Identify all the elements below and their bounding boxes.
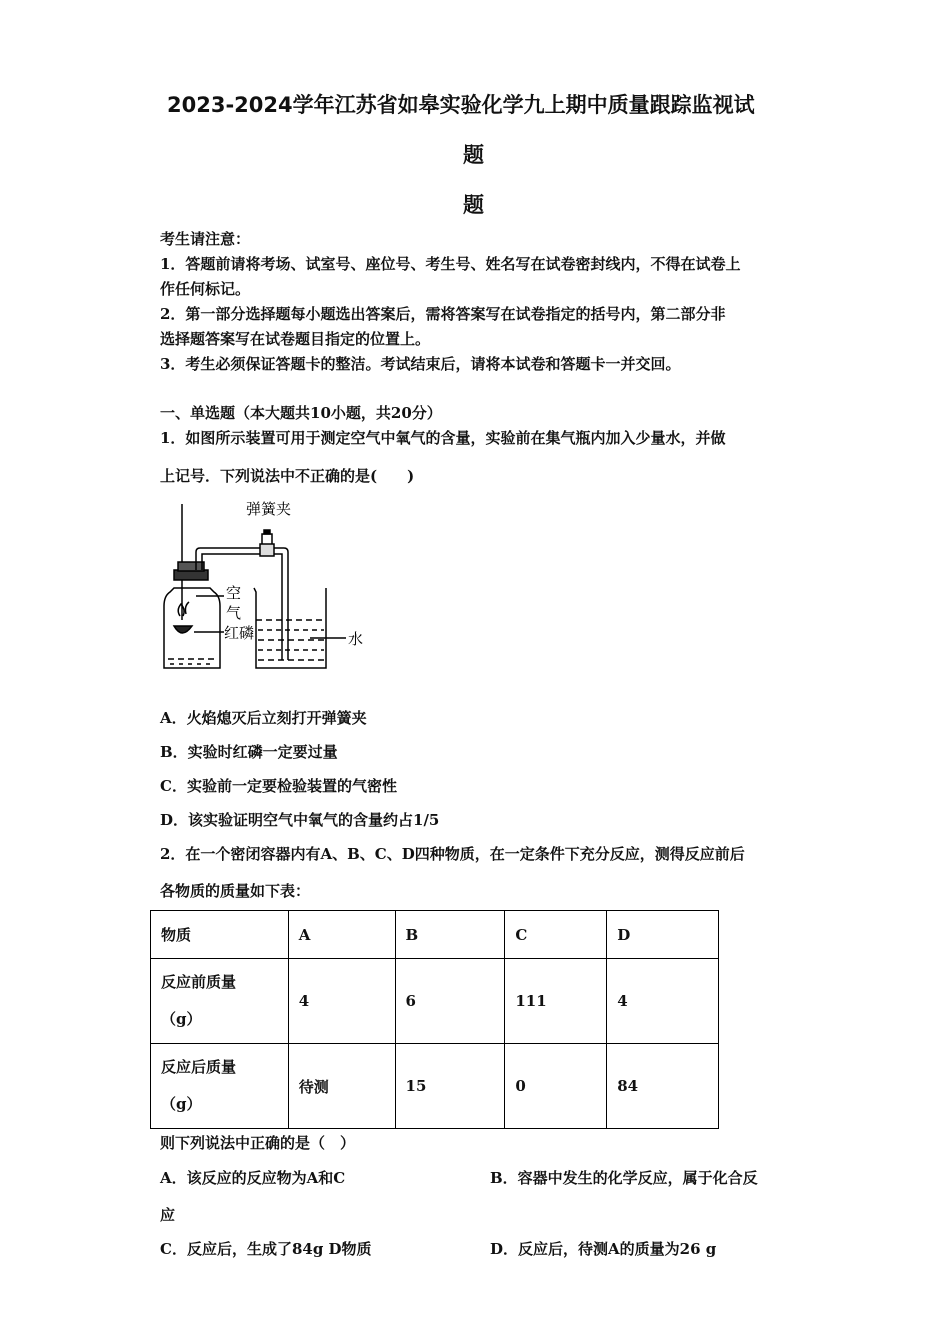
notice-heading: 考生请注意：: [160, 230, 251, 248]
phosphorus-spoon: [174, 626, 192, 633]
table-header-row: [151, 911, 719, 959]
q1-option-b: B．实验时红磷一定要过量: [160, 743, 338, 761]
label-spring-clip: 弹簧夹: [246, 500, 292, 518]
table-cell: 4: [607, 959, 719, 1044]
doc-title-line2: 题: [463, 143, 484, 167]
row-label-before-line2: （g）: [161, 1010, 202, 1028]
doc-title-line3: 题: [463, 193, 484, 217]
doc-title-line1: 2023-2024学年江苏省如皋实验化学九上期中质量跟踪监视试: [167, 93, 755, 117]
q1-stem-line1: 1．如图所示装置可用于测定空气中氧气的含量，实验前在集气瓶内加入少量水，并做: [160, 429, 726, 447]
label-water: 水: [348, 630, 364, 648]
row-label-after-line2: （g）: [161, 1095, 202, 1113]
table-header-cell: A: [288, 911, 395, 959]
q2-option-b: B．容器中发生的化学反应，属于化合反: [490, 1169, 758, 1187]
table-header-cell: D: [607, 911, 719, 959]
table-cell: 6: [395, 959, 505, 1044]
q2-option-d: D．反应后，待测A的质量为26 g: [490, 1240, 717, 1258]
connecting-tube: [196, 548, 288, 660]
section-heading: 一、单选题（本大题共10小题，共20分）: [160, 404, 442, 422]
table-row-before: [151, 959, 719, 1044]
table-header-cell: 物质: [151, 911, 289, 959]
gas-jar: [164, 588, 220, 668]
q2-stem-line1: 2．在一个密闭容器内有A、B、C、D四种物质，在一定条件下充分反应，测得反应前后: [160, 845, 745, 863]
notice-item-2: 2．第一部分选择题每小题选出答案后，需将答案写在试卷指定的括号内，第二部分非: [160, 305, 726, 323]
q1-stem-line2: 上记号．下列说法中不正确的是( ): [160, 467, 415, 485]
label-air-2: 气: [226, 604, 242, 622]
label-red-phosphorus: 红磷: [224, 624, 255, 642]
beaker: [254, 588, 326, 668]
notice-item-1: 1．答题前请将考场、试室号、座位号、考生号、姓名写在试卷密封线内，不得在试卷上: [160, 255, 741, 273]
q2-option-a: A．该反应的反应物为A和C: [160, 1169, 346, 1187]
table-row-after: [151, 1044, 719, 1129]
q1-option-c: C．实验前一定要检验装置的气密性: [160, 777, 397, 795]
table-cell: 84: [607, 1044, 719, 1129]
table-header-cell: C: [505, 911, 607, 959]
table-cell: 15: [395, 1044, 505, 1129]
table-cell: 111: [505, 959, 607, 1044]
table-header-cell: B: [395, 911, 505, 959]
q2-stem-line2: 各物质的质量如下表：: [160, 882, 311, 900]
row-label-before: [151, 959, 289, 1044]
q1-option-d: D．该实验证明空气中氧气的含量约占1/5: [160, 811, 440, 829]
row-label-before-line1: 反应前质量: [161, 973, 237, 991]
label-air-1: 空: [226, 584, 242, 602]
notice-item-1-cont: 作任何标记。: [160, 280, 251, 298]
q1-option-a: A．火焰熄灭后立刻打开弹簧夹: [160, 709, 367, 727]
q1-apparatus-figure: [150, 492, 380, 682]
row-label-after-line1: 反应后质量: [161, 1058, 237, 1076]
q2-option-c: C．反应后，生成了84g D物质: [160, 1240, 372, 1258]
table-cell: 0: [505, 1044, 607, 1129]
q2-option-b-cont: 应: [160, 1206, 176, 1224]
notice-item-2-cont: 选择题答案写在试卷题目指定的位置上。: [160, 330, 431, 348]
q2-question: 则下列说法中正确的是（ ）: [160, 1134, 356, 1152]
row-label-after: [151, 1044, 289, 1129]
table-cell: 4: [288, 959, 395, 1044]
mass-table: [150, 910, 719, 1129]
table-cell: 待测: [288, 1044, 395, 1129]
notice-item-3: 3．考生必须保证答题卡的整洁。考试结束后，请将本试卷和答题卡一并交回。: [160, 355, 681, 373]
